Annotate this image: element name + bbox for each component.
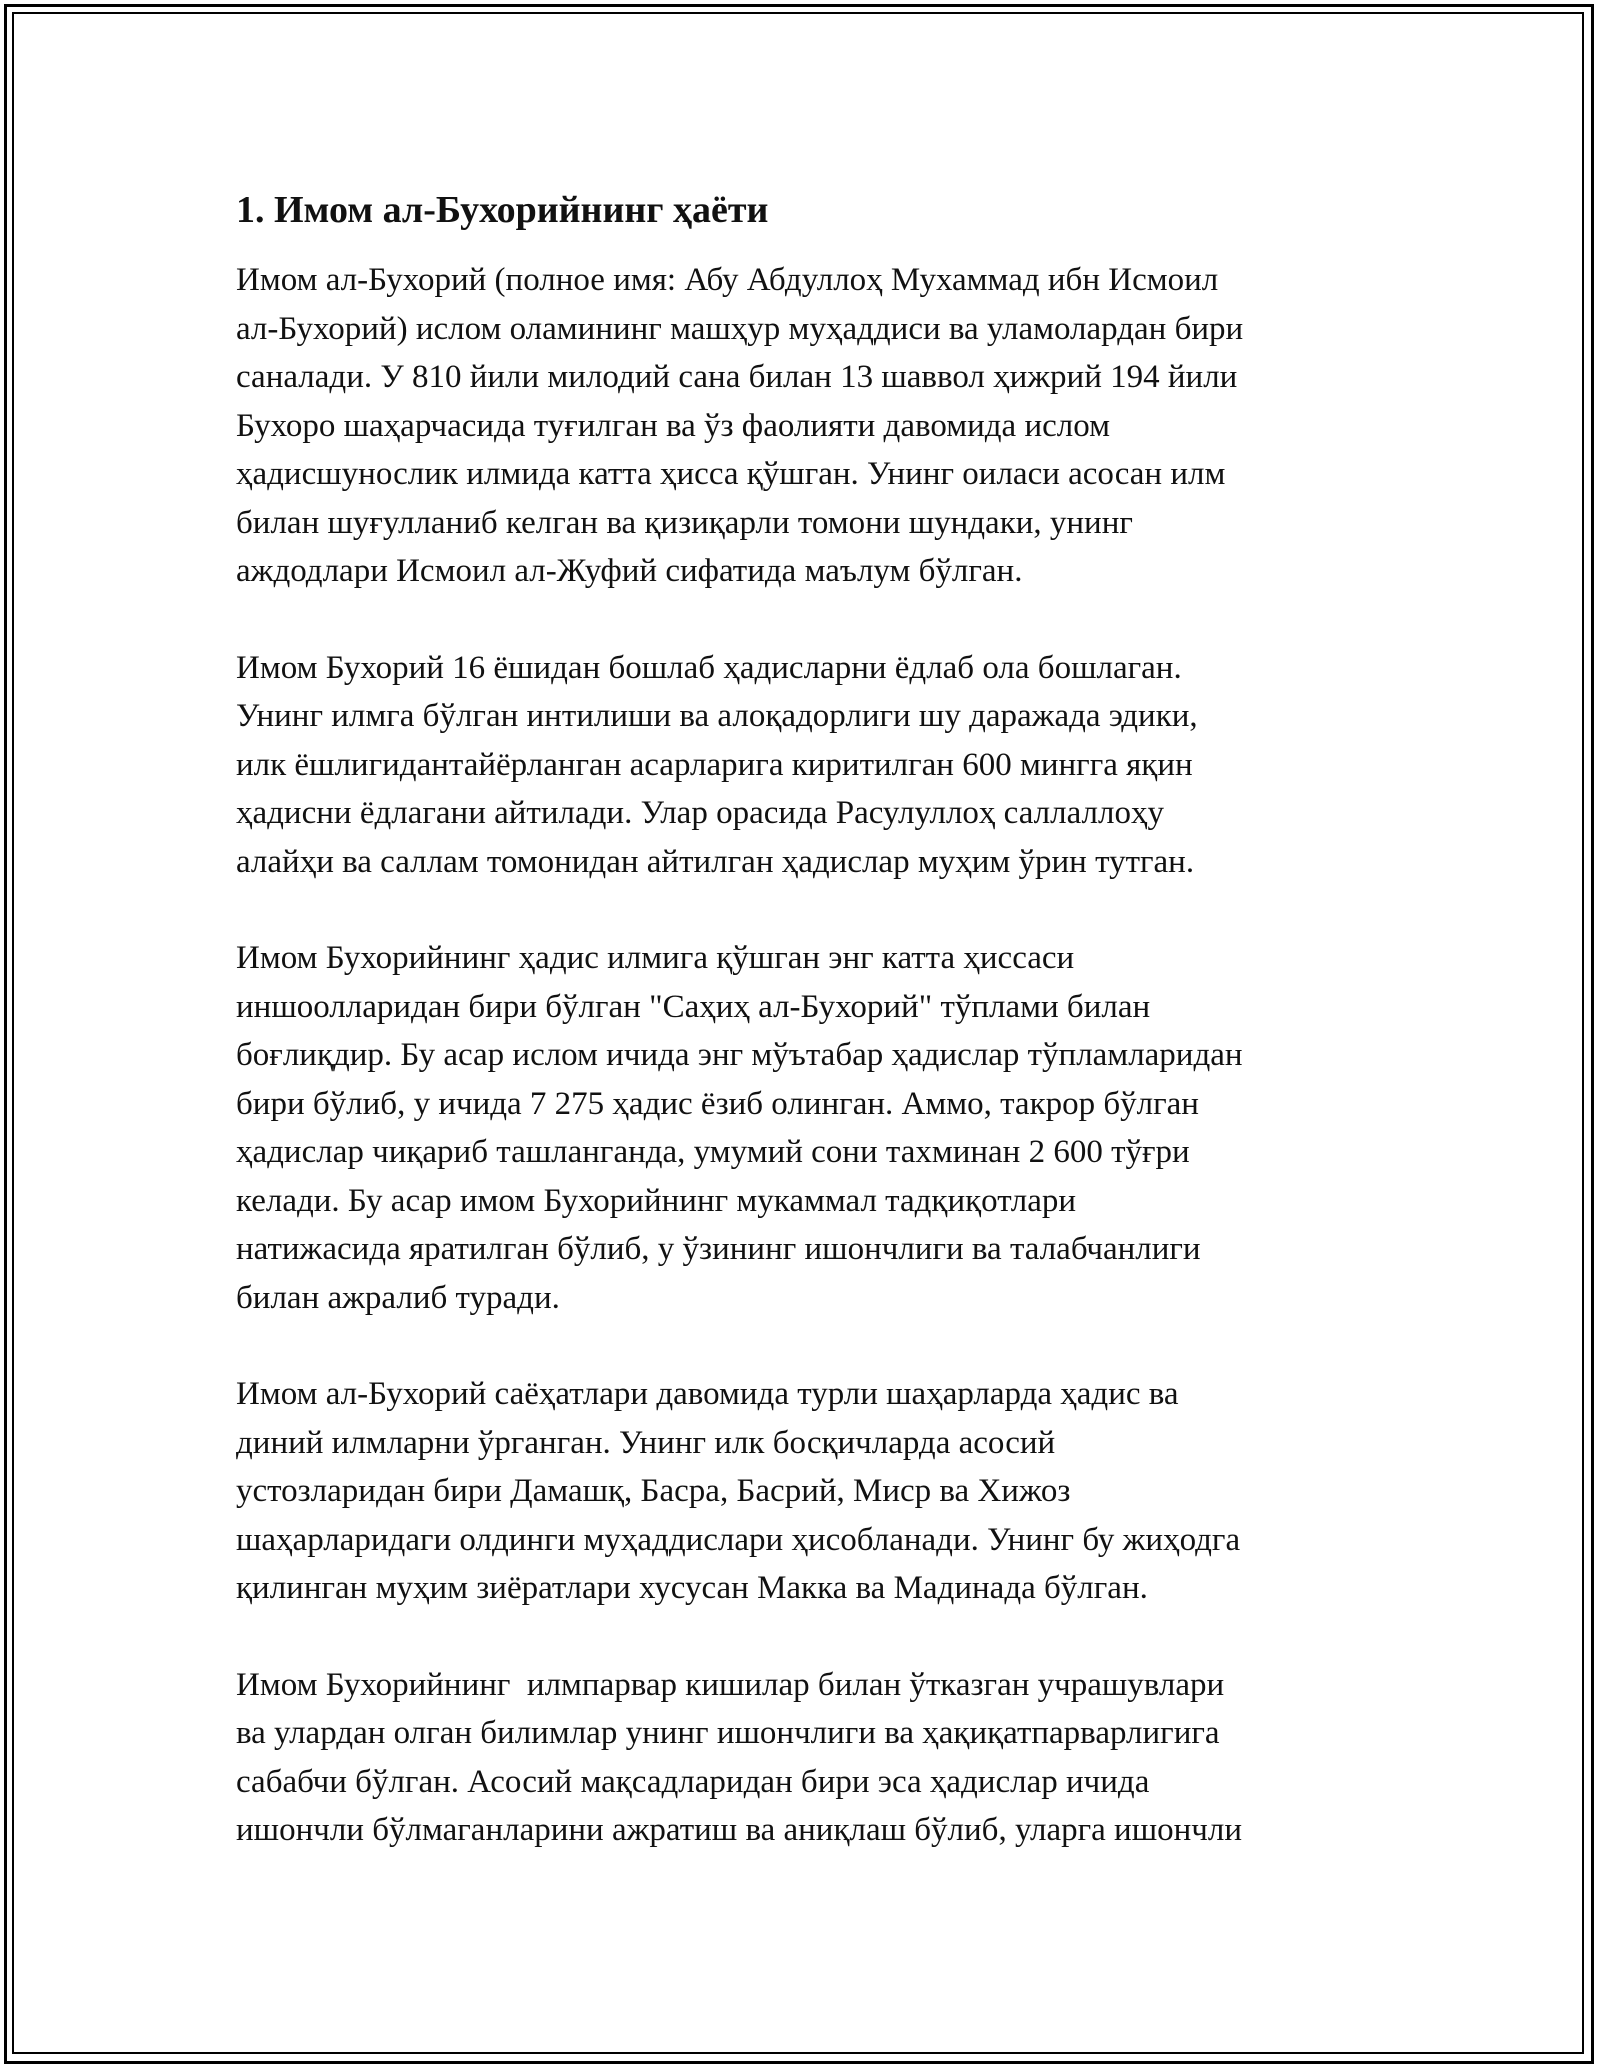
text-line: қилинган муҳим зиёратлари хусусан Макка ва Мадинада бўлган. [236,1570,1148,1606]
paragraph-2 [236,644,1416,887]
text-line: Имом ал-Бухорий саёҳатлари давомида турли шаҳарларда ҳадис ва [236,1376,1179,1412]
text-line: иншоолларидан бири бўлган "Саҳиҳ ал-Бухорий" тўплами билан [236,988,1151,1025]
paragraph-1 [236,256,1416,596]
text-line: билан ажралиб туради. [236,1279,560,1316]
text-line: Имом Бухорий 16 ёшидан бошлаб ҳадисларни ёдлаб ола бошлаган. [236,649,1182,686]
document-body [236,184,1416,1903]
text-line: ишончли бўлмаганларини ажратиш ва аниқлаш бўлиб, уларга ишончли [236,1812,1243,1848]
text-line: устозларидан бири Дамашқ, Басра, Басрий, Миср ва Хижоз [236,1473,1071,1509]
paragraph-3 [236,934,1416,1322]
section-heading: 1. Имом ал-Бухорийнинг ҳаёти [236,189,769,231]
text-line: Бухоро шаҳарчасида туғилган ва ўз фаолияти давомида ислом [236,407,1110,444]
paragraph-4 [236,1370,1416,1613]
text-line: Унинг илмга бўлган интилиши ва алоқадорлиги шу даражада эдики, [236,698,1198,734]
text-line: натижасида яратилган бўлиб, у ўзининг ишончлиги ва талабчанлиги [236,1231,1201,1267]
text-line: ва улардан олган билимлар унинг ишончлиги ва ҳақиқатпарварлигига [236,1715,1220,1751]
paragraphs-container [236,256,1416,1855]
text-line: алайҳи ва саллам томонидан айтилган ҳадислар муҳим ўрин тутган. [236,843,1195,880]
text-line: саналади. У 810 йили милодий сана билан 13 шаввол ҳижрий 194 йили [236,359,1238,395]
text-line: боғлиқдир. Бу асар ислом ичида энг мўътабар ҳадислар тўпламларидан [236,1037,1243,1073]
text-line: Имом Бухорийнинг ҳадис илмига қўшган энг катта ҳиссаси [236,940,1075,976]
paragraph-5 [236,1661,1416,1855]
text-line: шаҳарларидаги олдинги муҳаддислари ҳисобланади. Унинг бу жиҳодга [236,1521,1241,1558]
text-line: сабабчи бўлган. Асосий мақсадларидан бири эса ҳадислар ичида [236,1763,1150,1800]
text-line: келади. Бу асар имом Бухорийнинг мукаммал тадқиқотлари [236,1182,1077,1219]
text-line: ҳадисни ёдлагани айтилади. Улар орасида Расулуллоҳ саллаллоҳу [236,795,1164,831]
text-line: билан шуғулланиб келган ва қизиқарли томони шундаки, унинг [236,504,1133,541]
text-line: Имом Бухорийнинг илмпарвар кишилар билан ўтказган учрашувлари [236,1666,1225,1703]
text-line: аждодлари Исмоил ал-Жуфий сифатида маълум бўлган. [236,553,1023,589]
text-line: ҳадислар чиқариб ташланганда, умумий сони тахминан 2 600 тўғри [236,1134,1190,1170]
text-line: илк ёшлигидантайёрланган асарларига киритилган 600 мингга яқин [236,746,1193,783]
text-line: диний илмларни ўрганган. Унинг илк босқичларда асосий [236,1424,1056,1461]
text-line: ҳадисшунослик илмида катта ҳисса қўшган. Унинг оиласи асосан илм [236,456,1226,492]
text-line: ал-Бухорий) ислом оламининг машҳур муҳаддиси ва уламолардан бири [236,310,1244,347]
text-line: бири бўлиб, у ичида 7 275 ҳадис ёзиб олинган. Аммо, такрор бўлган [236,1085,1199,1122]
text-line: Имом ал-Бухорий (полное имя: Абу Абдуллоҳ Мухаммад ибн Исмоил [236,262,1219,298]
